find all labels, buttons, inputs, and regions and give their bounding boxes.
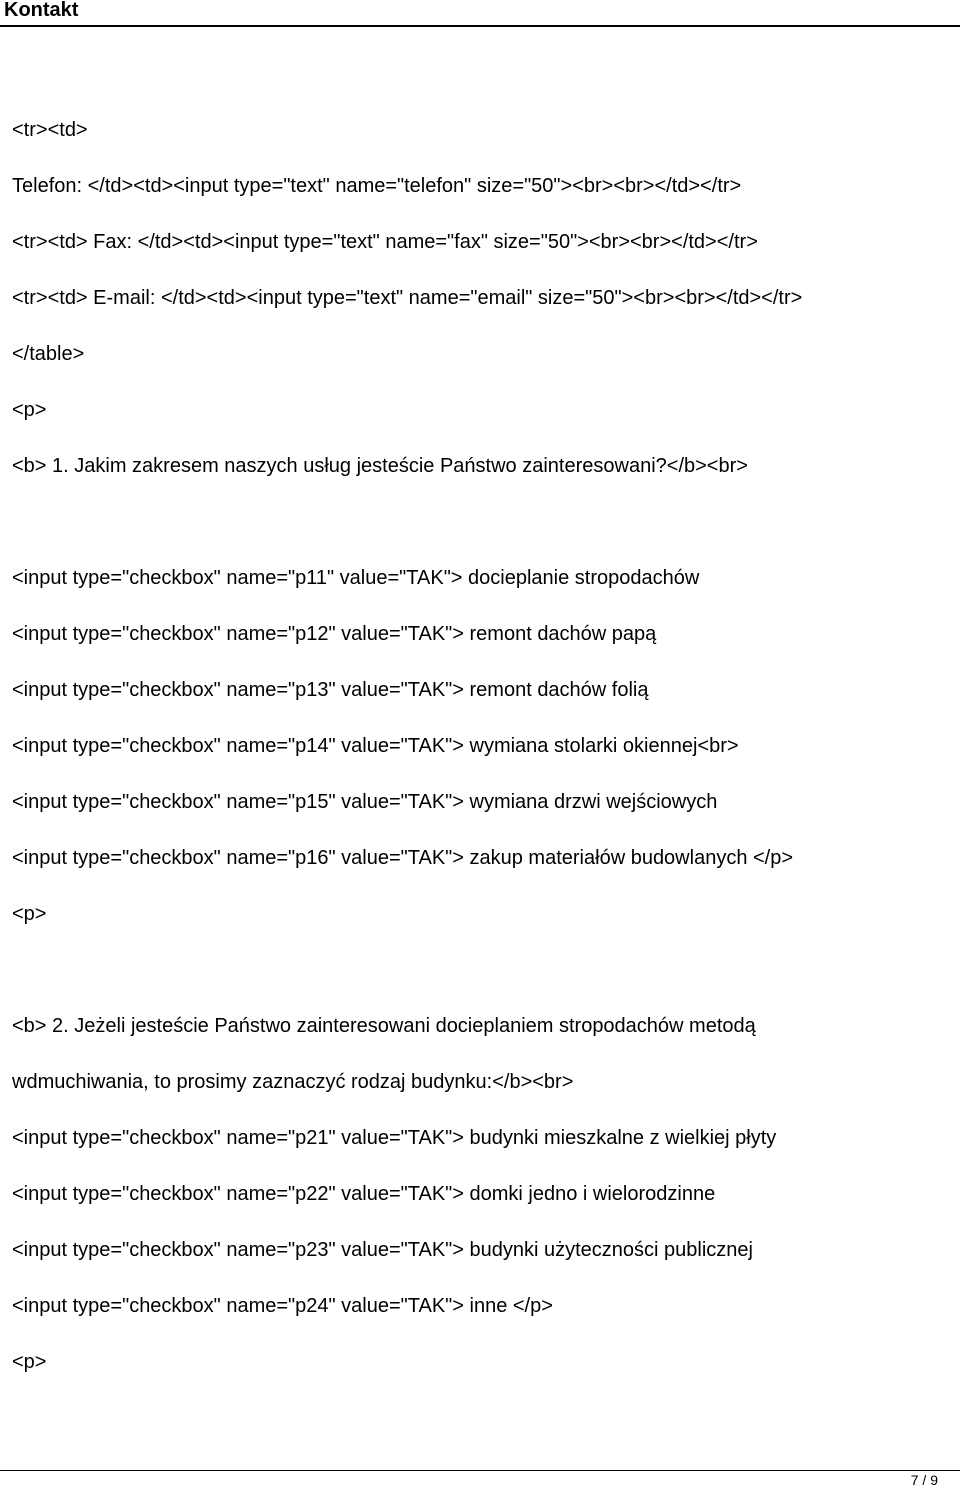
code-line-checkbox-p12: <input type="checkbox" name="p12" value="TAK"> remont dachów papą [12,623,657,645]
page-footer [0,1460,960,1487]
code-line-paragraph-open: <p> [12,399,47,421]
code-line-table-close: </table> [12,343,85,365]
code-line-question-1: <b> 1. Jakim zakresem naszych usług jesteście Państwo zainteresowani?</b><br> [12,455,748,477]
footer-divider [0,1470,960,1471]
code-line-checkbox-p22: <input type="checkbox" name="p22" value="TAK"> domki jedno i wielorodzinne [12,1183,716,1205]
page-number: 7 / 9 [910,1472,938,1488]
code-line-checkbox-p16: <input type="checkbox" name="p16" value="TAK"> zakup materiałów budowlanych </p> [12,847,794,869]
code-line-checkbox-p23: <input type="checkbox" name="p23" value="TAK"> budynki użyteczności publicznej [12,1239,753,1261]
code-line-checkbox-p13: <input type="checkbox" name="p13" value="TAK"> remont dachów folią [12,679,649,701]
code-line-paragraph-open-3: <p> [12,1351,47,1373]
header-divider [0,25,960,27]
code-line-checkbox-p21: <input type="checkbox" name="p21" value="TAK"> budynki mieszkalne z wielkiej płyty [12,1127,777,1149]
code-line-question-2: <b> 2. Jeżeli jesteście Państwo zainteresowani docieplaniem stropodachów metodą [12,1015,756,1037]
page-header [0,0,960,26]
code-line-question-2-continued: wdmuchiwania, to prosimy zaznaczyć rodzaj budynku:</b><br> [12,1071,574,1093]
code-line-checkbox-p11: <input type="checkbox" name="p11" value="TAK"> docieplanie stropodachów [12,567,700,589]
code-line-tr-open: <tr><td> [12,119,88,141]
code-line-fax-row: <tr><td> Fax: </td><td><input type="text" name="fax" size="50"><br><br></td></tr> [12,231,758,253]
code-line-checkbox-p14: <input type="checkbox" name="p14" value="TAK"> wymiana stolarki okiennej<br> [12,735,739,757]
code-line-telefon-row: Telefon: </td><td><input type="text" name="telefon" size="50"><br><br></td></tr> [12,175,742,197]
code-line-paragraph-open-2: <p> [12,903,47,925]
code-line-checkbox-p24: <input type="checkbox" name="p24" value="TAK"> inne </p> [12,1295,553,1317]
code-line-checkbox-p15: <input type="checkbox" name="p15" value="TAK"> wymiana drzwi wejściowych [12,791,718,813]
page-title: Kontakt [4,0,79,21]
code-line-email-row: <tr><td> E-mail: </td><td><input type="text" name="email" size="50"><br><br></td></tr> [12,287,803,309]
